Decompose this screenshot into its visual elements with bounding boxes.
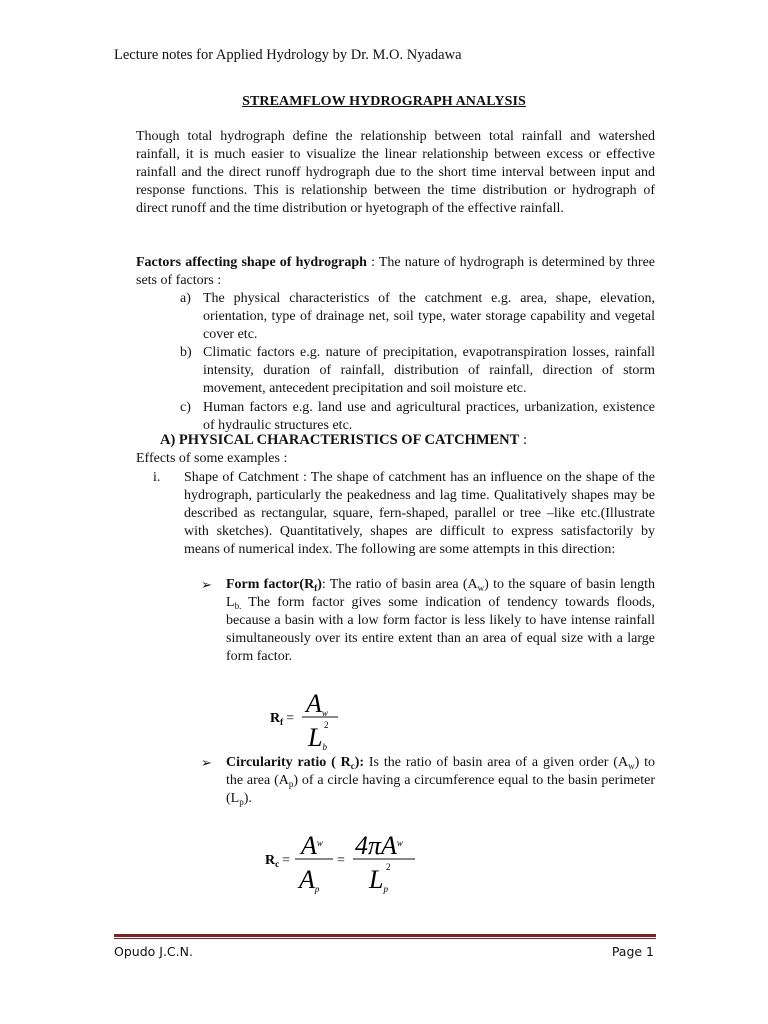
list-item-text: Climatic factors e.g. nature of precipitation, evapotranspiration losses, rainfall intensity, duration of rainfall, distribution of rainfall, direction of storm movement, antecedent precipitation and soil moisture etc. — [203, 345, 655, 397]
eq-lhs: $R_c$ = — [265, 853, 291, 869]
arrow-bullet-icon: ➢ — [201, 577, 212, 592]
eq-equals: = — [337, 853, 345, 868]
effects-intro: Effects of some examples : — [136, 451, 288, 466]
arrow-bullet-icon: ➢ — [201, 755, 212, 770]
factors-lead: Factors affecting shape of hydrograph — [136, 255, 367, 270]
eq-denominator: Lp — [369, 865, 388, 894]
intro-paragraph: Though total hydrograph define the relationship between total rainfall and watershed rainfall, it is much easier to visualize the linear relationship between excess or effective rainfall and the direct runoff hydrograph due to the short time interval between input and response functions. This is relationship between the time distribution or hydrograph of direct runoff and the time distribution or hyetograph of the effective rainfall. — [136, 129, 655, 217]
term-text: Circularity ratio ( R — [226, 755, 351, 770]
subscript: w — [628, 761, 635, 771]
list-marker: c) — [180, 399, 191, 415]
eq-numerator: $4\pi A^w$ — [355, 831, 403, 860]
section-heading — [160, 432, 527, 449]
list-marker: i. — [153, 470, 161, 485]
running-header: Lecture notes for Applied Hydrology by Dr. M.O. Nyadawa — [114, 47, 462, 63]
list-marker: b) — [180, 345, 192, 361]
subscript: w — [477, 583, 485, 593]
eq-denominator: Lb — [308, 723, 327, 752]
footer-rule — [114, 934, 656, 937]
eq-exponent: 2 — [324, 720, 329, 730]
definition-text: The form factor gives some indication of tendency towards floods, because a basin with a low form factor is less likely to have intense rainfall simultaneously over its entire extent than an area of equal size with a large form factor. — [226, 595, 655, 665]
section-heading-text: A) PHYSICAL CHARACTERISTICS OF CATCHMENT — [160, 432, 520, 448]
subscript: b. — [234, 601, 242, 612]
list-item — [136, 469, 655, 559]
term-end: ): — [354, 755, 365, 770]
list-item — [201, 754, 655, 808]
eq-exponent: 2 — [386, 862, 391, 872]
page-title: STREAMFLOW HYDROGRAPH ANALYSIS — [242, 94, 526, 109]
definition-text: : The ratio of basin area (A — [321, 577, 478, 592]
list-item — [136, 344, 655, 398]
list-item — [136, 399, 655, 435]
eq-lhs: $R_f$ = — [270, 711, 295, 727]
term-label — [226, 755, 364, 770]
list-marker: a) — [180, 291, 191, 306]
examples-list — [136, 469, 655, 559]
factors-paragraph — [136, 254, 655, 290]
list-item-text: The physical characteristics of the catchment e.g. area, shape, elevation, orientation, type of drainage net, soil type, water storage capability and vegetal cover etc. — [203, 291, 655, 343]
definition-text: ). — [243, 791, 252, 807]
subscript: p — [288, 779, 294, 790]
term-sub: c — [350, 761, 355, 771]
term-label — [226, 577, 322, 592]
subscript: p — [239, 797, 244, 808]
definition-text: ) to the square of basin length L — [226, 577, 656, 611]
eq-denominator: Ap — [299, 865, 320, 894]
term-sub: f — [314, 583, 318, 593]
factors-lead-rest: : The nature of hydrograph is determined by three sets of factors : — [136, 255, 655, 289]
factors-list — [136, 290, 655, 435]
circularity-equation — [265, 826, 465, 896]
definition-text: ) of a circle having a circumference equal to the basin perimeter (L — [226, 773, 656, 807]
list-item — [201, 576, 655, 666]
page-number: Page 1 — [611, 944, 654, 959]
section-heading-colon: : — [519, 432, 527, 448]
list-item-text: Shape of Catchment : The shape of catchment has an influence on the shape of the hydrograph, particularly the peakedness and lag time. Qualitatively shapes may be described as rectangular, square, fern-shaped, parallel or tree –like etc.(Illustrate with sketches). Quantitatively, shapes are difficult to express satisfactorily by means of numerical index. The following are some attempts in this direction: — [184, 470, 655, 558]
footer-author: Opudo J.C.N. — [114, 944, 193, 959]
eq-numerator: $A^w$ — [301, 831, 323, 860]
form-factor-bullet — [201, 576, 655, 666]
term-end: ) — [317, 577, 322, 592]
footer-rule — [114, 938, 656, 939]
list-item — [136, 290, 655, 344]
term-text: Form factor(R — [226, 577, 315, 592]
form-factor-equation — [270, 684, 400, 754]
definition-text: ) to the area (A — [226, 755, 655, 789]
list-item-text: Human factors e.g. land use and agricultural practices, urbanization, existence of hydraulic structures etc. — [203, 399, 655, 433]
definition-text: Is the ratio of basin area of a given order (A — [364, 755, 629, 770]
eq-numerator: Aw — [306, 689, 328, 718]
circularity-bullet — [201, 754, 655, 808]
